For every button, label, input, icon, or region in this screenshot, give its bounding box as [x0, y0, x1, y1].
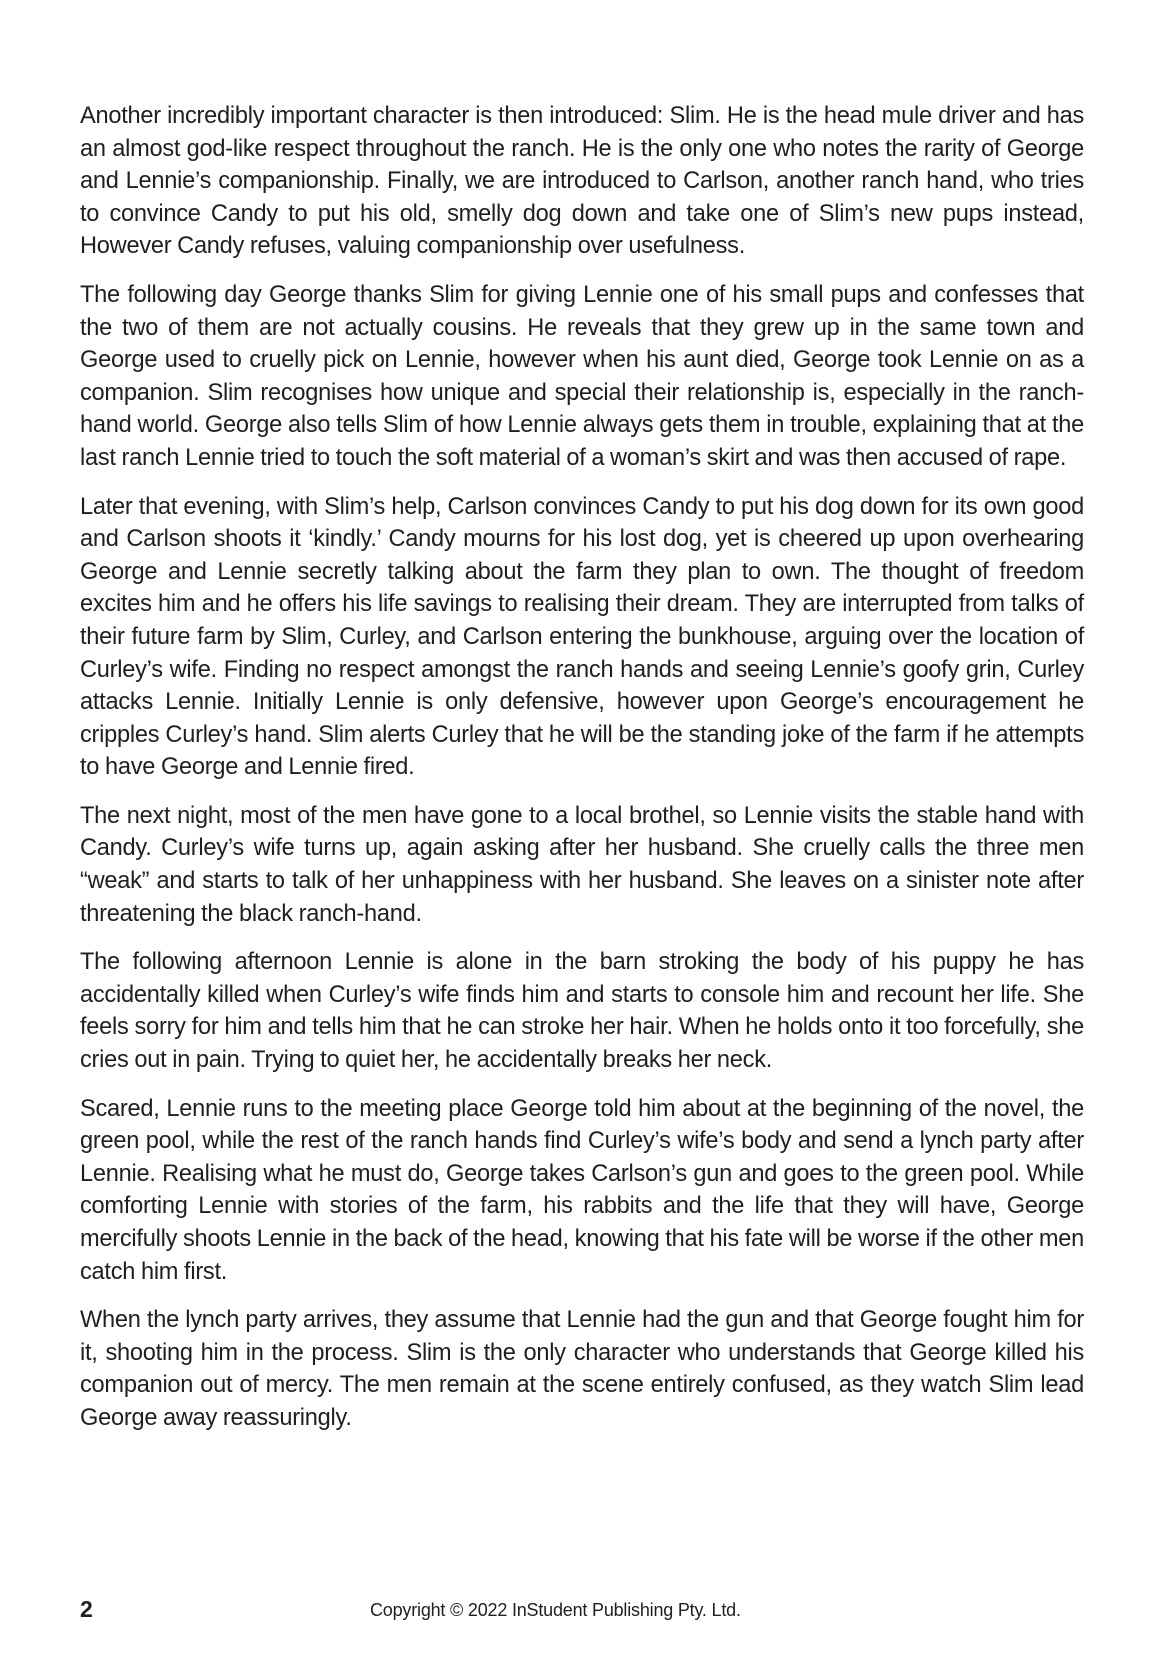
paragraph-slim-introduction: Another incredibly important character is then introduced: Slim. He is the head mule driver and has an almost god-like respect throughout the ranch. He is the only one who notes the rarity of George and Lennie’s companionship. Finally, we are introduced to Carlson, another ranch hand, who tries to convince Candy to put his old, smelly dog down and take one of Slim’s new pups instead, However Candy refuses, valuing companionship over usefulness. — [80, 103, 1084, 260]
paragraph-green-pool: Scared, Lennie runs to the meeting place George told him about at the beginning of the novel, the green pool, while the rest of the ranch hands find Curley’s wife’s body and send a lynch party after Lennie. Realising what he must do, George takes Carlson’s gun and goes to the green pool. While comforting Lennie with stories of the farm, his rabbits and the life that they will have, George mercifully shoots Lennie in the back of the head, knowing that his fate will be worse if the other men catch him first. — [80, 1095, 1084, 1285]
paragraph-george-confession: The following day George thanks Slim for giving Lennie one of his small pups and confesses that the two of them are not actually cousins. He reveals that they grew up in the same town and George used to cruelly pick on Lennie, however when his aunt died, George took Lennie on as a companion. Slim recognises how unique and special their relationship is, especially in the ranch-hand world. George also tells Slim of how Lennie always gets them in trouble, explaining that at the last ranch Lennie tried to touch the soft material of a woman’s skirt and was then accused of rape. — [80, 281, 1084, 471]
paragraph-barn-afternoon: The following afternoon Lennie is alone in the barn stroking the body of his puppy he has accidentally killed when Curley’s wife finds him and starts to console him and recount her life. She feels sorry for him and tells him that he can stroke her hair. When he holds onto it too forcefully, she cries out in pain. Trying to quiet her, he accidentally breaks her neck. — [80, 949, 1084, 1074]
body-text — [80, 100, 1084, 1451]
page-number: 2 — [80, 1596, 93, 1622]
paragraph-stable-night: The next night, most of the men have gone to a local brothel, so Lennie visits the stable hand with Candy. Curley’s wife turns up, again asking after her husband. She cruelly calls the three men “weak” and starts to talk of her unhappiness with her husband. She leaves on a sinister note after threatening the black ranch-hand. — [80, 802, 1084, 927]
copyright-notice: Copyright © 2022 InStudent Publishing Pty. Ltd. — [370, 1600, 741, 1620]
paragraph-candy-dog: Later that evening, with Slim’s help, Carlson convinces Candy to put his dog down for its own good and Carlson shoots it ‘kindly.’ Candy mourns for his lost dog, yet is cheered up upon overhearing George and Lennie secretly talking about the farm they plan to own. The thought of freedom excites him and he offers his life savings to realising their dream. They are interrupted from talks of their future farm by Slim, Curley, and Carlson entering the bunkhouse, arguing over the location of Curley’s wife. Finding no respect amongst the ranch hands and seeing Lennie’s goofy grin, Curley attacks Lennie. Initially Lennie is only defensive, however upon George’s encouragement he cripples Curley’s hand. Slim alerts Curley that he will be the standing joke of the farm if he attempts to have George and Lennie fired. — [80, 493, 1084, 781]
page-footer — [80, 1594, 1084, 1628]
paragraph-lynch-party: When the lynch party arrives, they assume that Lennie had the gun and that George fought him for it, shooting him in the process. Slim is the only character who understands that George killed his companion out of mercy. The men remain at the scene entirely confused, as they watch Slim lead George away reassuringly. — [80, 1307, 1084, 1431]
